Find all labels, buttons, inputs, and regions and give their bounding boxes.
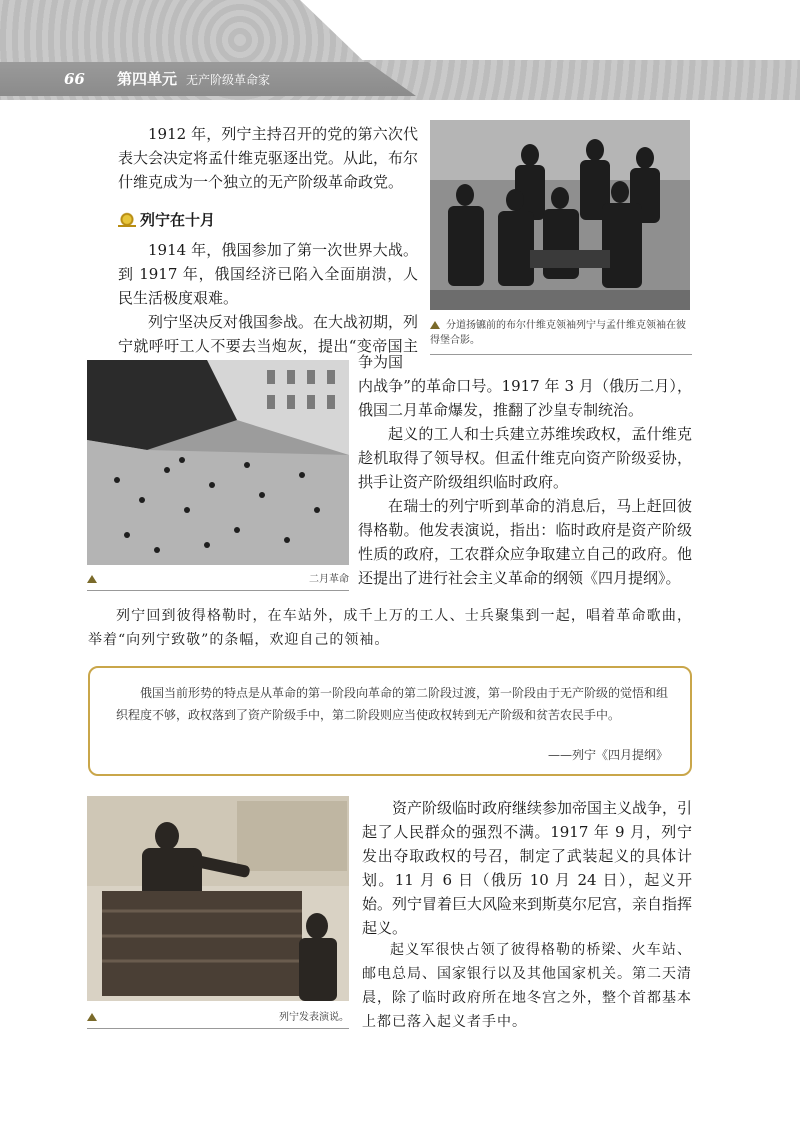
paragraph-3b: 争为国: [358, 353, 404, 371]
quote-box: [88, 666, 692, 776]
ornament-icon: [170, 663, 210, 671]
photo-february-revolution-art: [87, 360, 349, 565]
emblem-icon: [118, 211, 136, 227]
paragraph-1: 1912 年，列宁主持召开的党的第六次代表大会决定将孟什维克驱逐出党。从此，布尔什维克成为一个独立的无产阶级革命政党。: [118, 125, 419, 191]
ornament-icon: [370, 663, 410, 671]
caption-photo2: [87, 572, 349, 587]
paragraph-6: 列宁回到彼得格勒时，在车站外，成千上万的工人、士兵聚集到一起，唱着革命歌曲，举着“向列宁致敬”的条幅，欢迎自己的领袖。: [88, 608, 692, 648]
caption-rule: [87, 1028, 349, 1029]
paragraph-3c: 内战争”的革命口号。1917 年 3 月（俄历二月），俄国二月革命爆发，推翻了沙皇专制统治。: [358, 377, 692, 419]
caption-rule: [87, 590, 349, 591]
caption-photo2-text: 二月革命: [309, 574, 349, 585]
caption-photo3: [87, 1010, 349, 1025]
paragraph-2: 1914 年，俄国参加了第一次世界大战。到 1917 年，俄国经济已陷入全面崩溃，人民生活极度艰难。: [118, 241, 418, 307]
paragraph-3a: 列宁坚决反对俄国参战。在大战初期，列宁就呼吁工人不要去当炮灰，提出“变帝国主: [118, 313, 419, 355]
photo-bolshevik-leaders: [430, 120, 690, 310]
section-title: 列宁在十月: [140, 211, 216, 229]
paragraph-7: 资产阶级临时政府继续参加帝国主义战争，引起了人民群众的强烈不满。1917 年 9 月，列宁发出夺取政权的号召，制定了武装起义的具体计划。11 月 6 日（俄历 10 月 24 日），起义开始。列宁冒着巨大风险来到斯莫尔尼宫，亲自指挥起义。: [362, 799, 693, 937]
caption-triangle-icon: [87, 575, 97, 583]
section-heading: [118, 209, 215, 230]
caption-rule: [430, 354, 692, 355]
ornament-icon: [570, 663, 610, 671]
header-white-corner: [300, 0, 800, 60]
photo-lenin-speech-art: [87, 796, 349, 1001]
paragraph-4: 起义的工人和士兵建立苏维埃政权，孟什维克趁机取得了领导权。但孟什维克向资产阶级妥协，拱手让资产阶级组织临时政府。: [358, 425, 692, 491]
photo-lenin-speech: [87, 796, 349, 1001]
photo-bolshevik-leaders-art: [430, 120, 690, 310]
unit-label: 第四单元: [117, 70, 178, 88]
photo-february-revolution: [87, 360, 349, 565]
caption-photo1-text: 分道扬镳前的布尔什维克领袖列宁与孟什维克领袖在彼得堡合影。: [430, 320, 686, 346]
caption-photo1: [430, 318, 692, 348]
quote-text: 俄国当前形势的特点是从革命的第一阶段向革命的第二阶段过渡，第一阶段由于无产阶级的觉悟和组织程度不够，政权落到了资产阶级手中，第二阶段则应当使政权转到无产阶级和贫苦农民手中。: [116, 686, 669, 722]
caption-photo3-text: 列宁发表演说。: [279, 1012, 349, 1023]
caption-triangle-icon: [87, 1013, 97, 1021]
unit-title: 无产阶级革命家: [186, 73, 271, 87]
paragraph-8: 起义军很快占领了彼得格勒的桥梁、火车站、邮电总局、国家银行以及其他国家机关。第二天清晨，除了临时政府所在地冬宫之外，整个首都基本上都已落入起义者手中。: [362, 942, 692, 1030]
quote-source: ——列宁《四月提纲》: [547, 748, 668, 762]
page-number: 66: [64, 70, 85, 88]
caption-triangle-icon: [430, 321, 440, 329]
paragraph-5: 在瑞士的列宁听到革命的消息后，马上赶回彼得格勒。他发表演说，指出：临时政府是资产阶级性质的政府，工农群众应争取建立自己的政府。他还提出了进行社会主义革命的纲领《四月提纲》。: [358, 497, 692, 587]
